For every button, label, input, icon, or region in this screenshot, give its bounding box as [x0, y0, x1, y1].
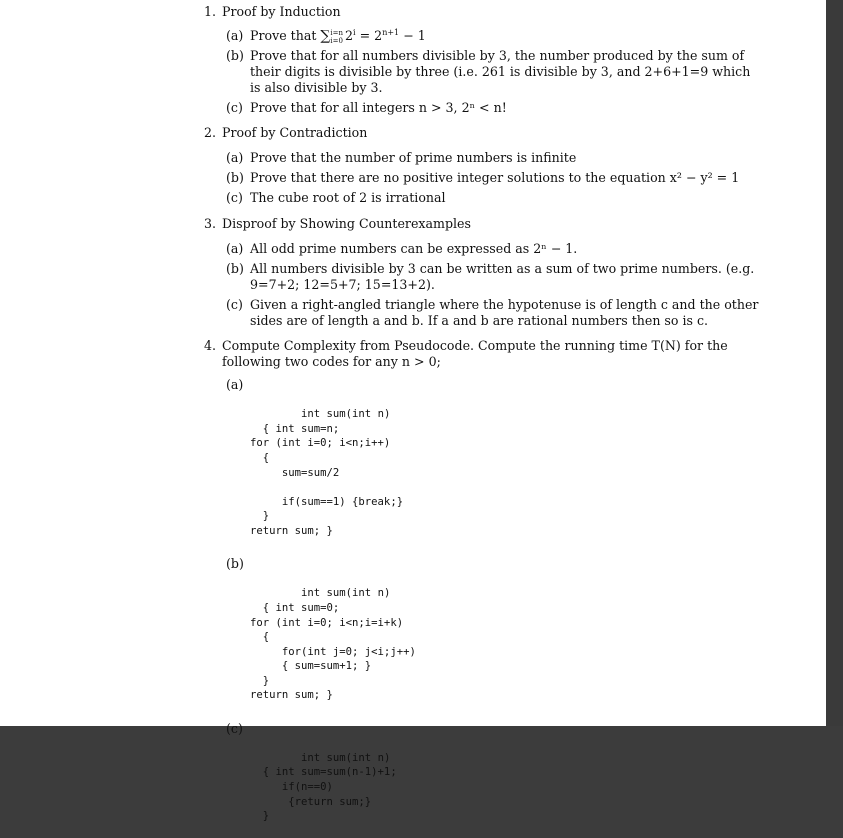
- section-3: [204, 216, 764, 329]
- list-item: [204, 261, 764, 293]
- item-text: Prove that ∑i=n i=0 $2^i = 2^{n+1} - 1$: [250, 27, 426, 45]
- item-label: (c): [226, 190, 243, 205]
- item-text: All odd prime numbers can be expressed as 2ⁿ − 1.: [250, 241, 578, 256]
- item-label: (c): [226, 99, 243, 115]
- code-text: int sum(int n) { int sum=0; for (int i=0; i<n;i=i+k) { for(int j=0; j<i;j++) { sum=sum+1; } } return sum; }: [250, 587, 416, 702]
- section-number: 1.: [204, 4, 217, 19]
- item-text: All numbers divisible by 3 can be written as a sum of two prime numbers. (e.g. 9=7+2; 12=5+7; 15=13+2).: [250, 261, 755, 292]
- item-text: Prove that for all integers n > 3, 2ⁿ < n!: [250, 99, 507, 115]
- section-2: [204, 125, 764, 206]
- section-heading: [204, 338, 764, 370]
- item-text: Given a right-angled triangle where the hypotenuse is of length c and the other sides are of length a and b. If a and b are rational numbers then so is c.: [250, 297, 759, 328]
- section-heading: [204, 4, 764, 20]
- list-item: [204, 190, 764, 206]
- item-text: Prove that there are no positive integer solutions to the equation x² − y² = 1: [250, 170, 740, 185]
- section-heading: [204, 216, 764, 232]
- list-item: [204, 150, 764, 166]
- item-label: (c): [226, 297, 243, 312]
- code-block: [204, 557, 764, 718]
- code-text: int sum(int n) { int sum=sum(n-1)+1; if(n==0) {return sum;} }: [262, 751, 397, 823]
- item-label: (b): [226, 47, 244, 63]
- sum-symbol: ∑: [320, 28, 331, 44]
- item-label: (b): [226, 556, 244, 572]
- item-label: (a): [226, 150, 244, 165]
- item-text: The cube root of 2 is irrational: [250, 190, 446, 205]
- code-text: int sum(int n) { int sum=n; for (int i=0; i<n;i++) { sum=sum/2 if(sum==1) {break;} } return sum; }: [250, 408, 404, 537]
- list-item: [204, 170, 764, 186]
- list-item: [204, 48, 764, 96]
- item-label: (b): [226, 261, 244, 276]
- section-title: Disproof by Showing Counterexamples: [222, 216, 471, 231]
- section-title: Proof by Contradiction: [222, 125, 368, 140]
- sum-limits: i=n i=0: [330, 28, 344, 45]
- list-item: [204, 28, 764, 45]
- list-item: [204, 241, 764, 257]
- section-heading: [204, 125, 764, 141]
- viewer-background-edge: [826, 0, 843, 726]
- section-number: 3.: [204, 216, 217, 231]
- section-title: Proof by Induction: [222, 4, 341, 19]
- item-label: (a): [226, 28, 244, 43]
- section-number: 4.: [204, 338, 217, 353]
- item-label: (c): [226, 720, 243, 736]
- section-1: [204, 4, 764, 116]
- list-item: [204, 297, 764, 329]
- section-4: [204, 338, 764, 838]
- section-number: 2.: [204, 125, 217, 140]
- item-text: Prove that the number of prime numbers is infinite: [250, 150, 577, 165]
- item-label: (a): [226, 377, 244, 392]
- code-block: [204, 378, 764, 553]
- item-label: (b): [226, 170, 244, 185]
- item-label: (a): [226, 241, 244, 256]
- section-title: Compute Complexity from Pseudocode. Compute the running time T(N) for the following two codes for any n > 0;: [222, 338, 728, 369]
- item-text: Prove that for all numbers divisible by 3, the number produced by the sum of their digits is divisible by three (i.e. 261 is divisible by 3, and 2+6+1=9 which is also divisible by 3.: [250, 47, 751, 95]
- list-item: [204, 100, 764, 116]
- code-block: [204, 722, 764, 838]
